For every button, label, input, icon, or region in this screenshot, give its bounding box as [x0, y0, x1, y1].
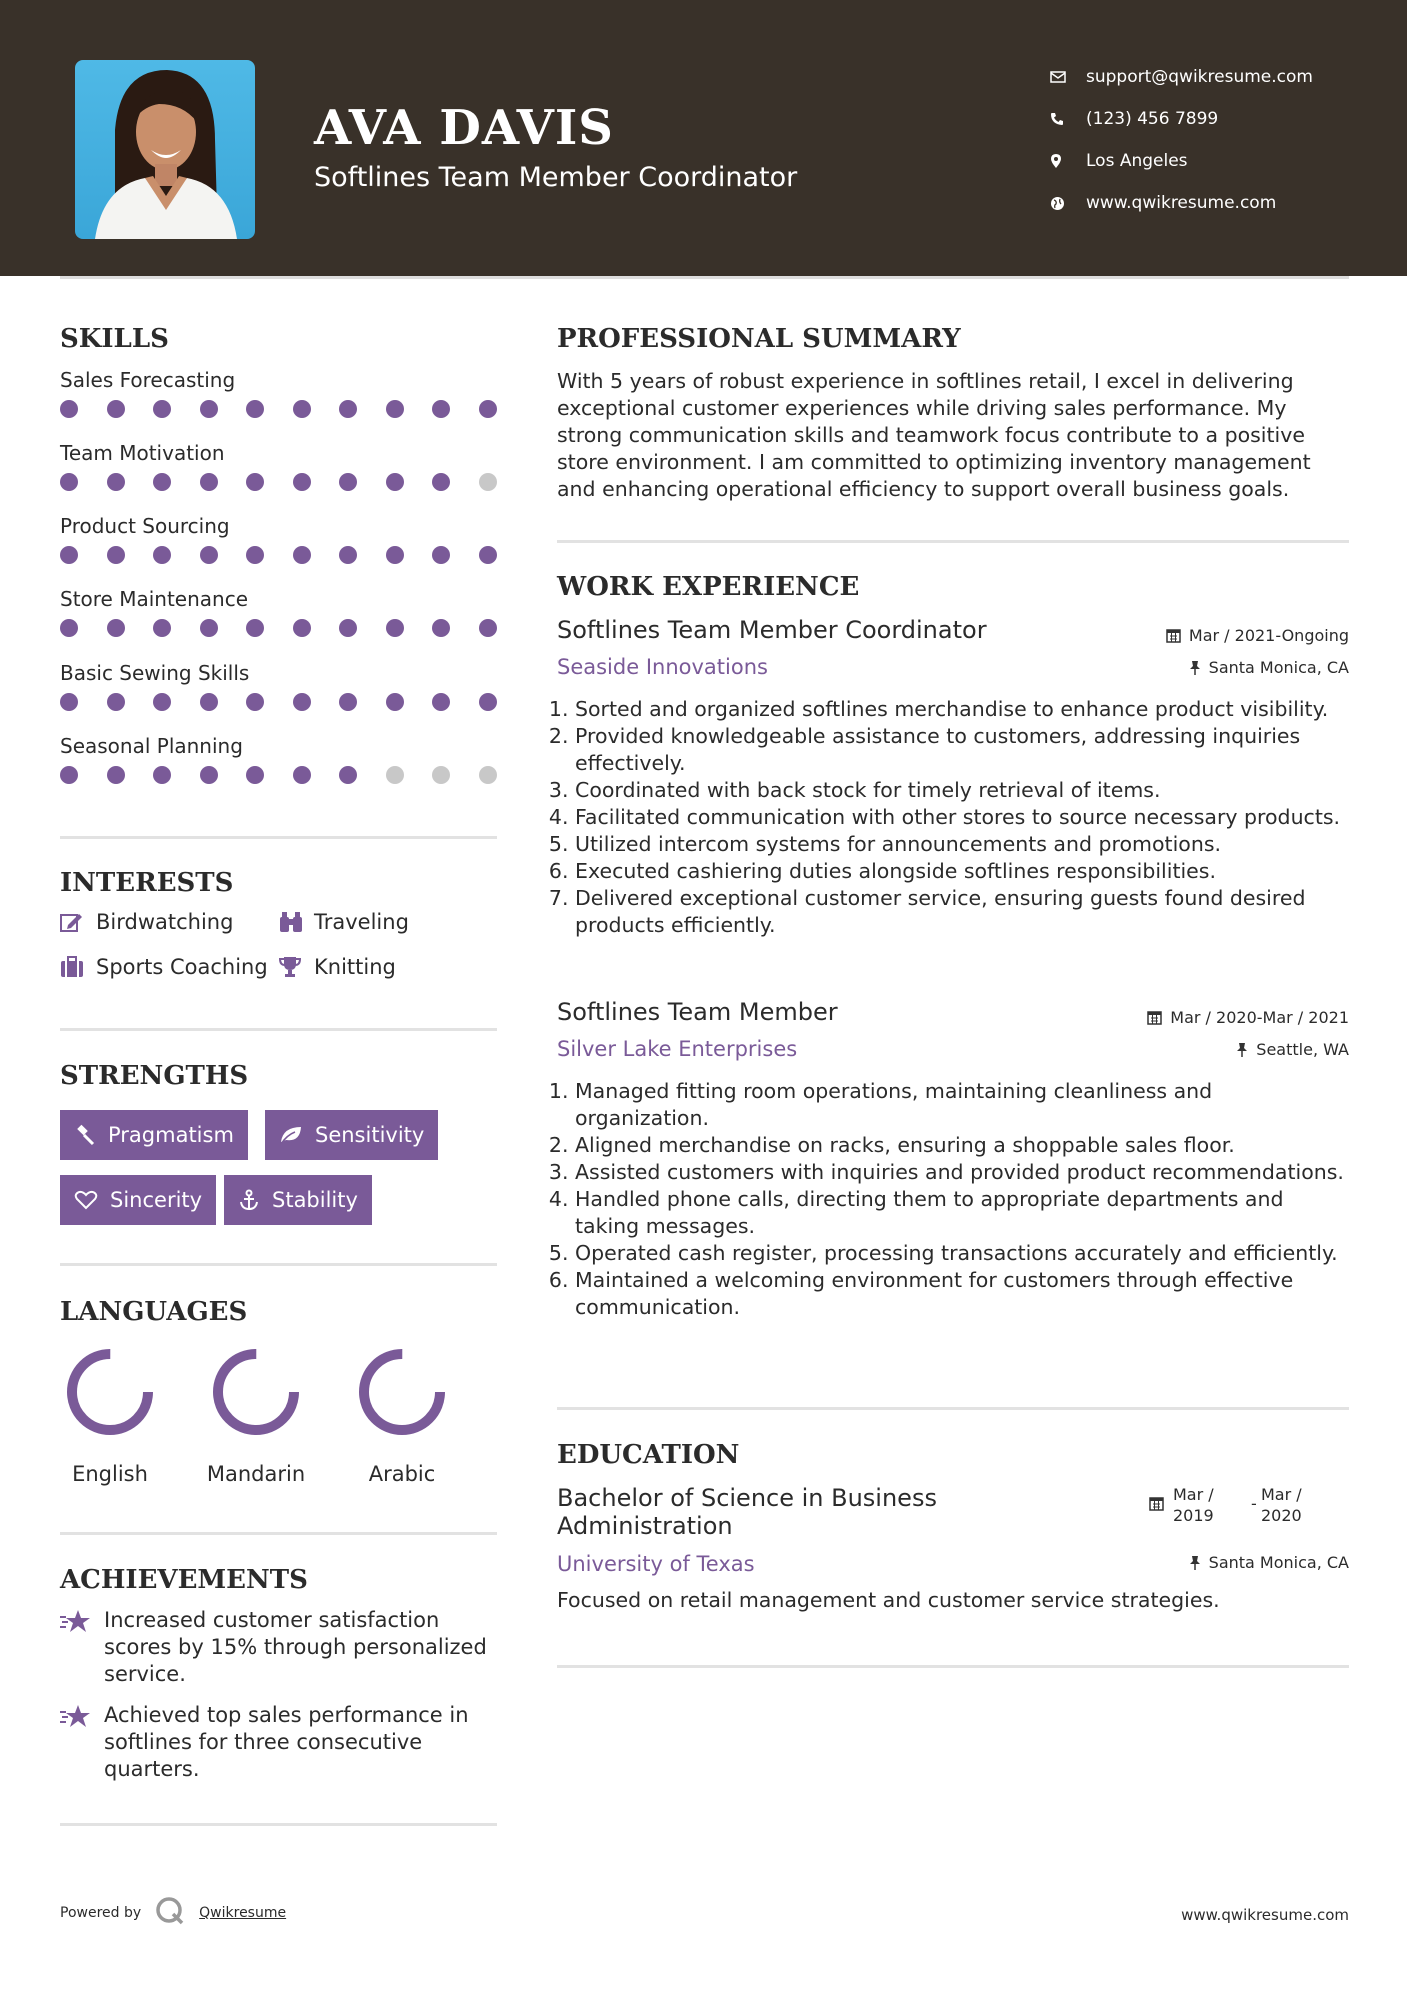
achievement-text: Achieved top sales performance in softlines for three consecutive quarters. — [104, 1703, 469, 1781]
skill-dot — [293, 766, 311, 784]
skill-name: Store Maintenance — [60, 587, 249, 611]
email-text: support@qwikresume.com — [1086, 67, 1313, 87]
skill-dot — [153, 400, 171, 418]
skill-dot — [339, 693, 357, 711]
end-date-line: Mar / — [1261, 1485, 1302, 1504]
duty-item: 2. Aligned merchandise on racks, ensuring a shoppable sales floor. — [575, 1132, 1349, 1159]
duty-item: 5. Operated cash register, processing transactions accurately and efficiently. — [575, 1240, 1349, 1267]
duty-item: 3. Coordinated with back stock for timely retrieval of items. — [575, 777, 1349, 804]
job-duties — [557, 1078, 1349, 1321]
skill-dot — [479, 546, 497, 564]
language-level-ring — [210, 1346, 302, 1438]
skill-name: Seasonal Planning — [60, 734, 243, 758]
section-divider — [557, 1665, 1349, 1668]
skill-dot — [60, 400, 78, 418]
skill-dot — [200, 400, 218, 418]
strength-tag — [60, 1110, 248, 1160]
interests-heading: INTERESTS — [60, 868, 234, 898]
skill-dot — [479, 766, 497, 784]
skill-item — [60, 587, 248, 611]
section-divider — [60, 1263, 497, 1266]
duty-item: 3. Assisted customers with inquiries and provided product recommendations. — [575, 1159, 1349, 1186]
school-name: University of Texas — [557, 1552, 755, 1576]
skill-dot — [60, 766, 78, 784]
duty-item: 1. Managed fitting room operations, maintaining cleanliness and organization. — [575, 1078, 1349, 1132]
calendar-icon — [1149, 1496, 1164, 1515]
trophy-icon — [278, 956, 314, 978]
language-item — [206, 1346, 306, 1486]
interest-item — [278, 955, 396, 979]
skill-name: Basic Sewing Skills — [60, 661, 250, 685]
degree-title — [557, 1484, 937, 1540]
skill-dot — [339, 473, 357, 491]
skill-dot — [200, 473, 218, 491]
skill-dot — [153, 766, 171, 784]
skill-dot — [339, 619, 357, 637]
qwikresume-logo-icon — [155, 1896, 185, 1930]
skill-name: Team Motivation — [60, 441, 225, 465]
job-date-text: Mar / 2020-Mar / 2021 — [1170, 1008, 1349, 1027]
language-item — [352, 1346, 452, 1486]
education-heading: EDUCATION — [557, 1440, 740, 1470]
skill-dot — [432, 473, 450, 491]
powered-by-text: Powered by — [60, 1905, 142, 1921]
start-date-line: 2019 — [1173, 1506, 1214, 1525]
education-location — [1189, 1553, 1349, 1572]
skill-dot — [246, 546, 264, 564]
job-location — [1236, 1040, 1349, 1059]
skill-dot — [60, 546, 78, 564]
section-divider — [557, 540, 1349, 543]
section-divider — [60, 1823, 497, 1826]
duty-item: 4. Facilitated communication with other stores to source necessary products. — [575, 804, 1349, 831]
language-name: Mandarin — [206, 1462, 306, 1486]
job-date-text: Mar / 2021-Ongoing — [1188, 626, 1349, 645]
edit-icon — [60, 911, 96, 933]
degree-line: Bachelor of Science in Business — [557, 1484, 937, 1512]
skill-item — [60, 368, 235, 392]
job-location-text: Seattle, WA — [1256, 1040, 1349, 1059]
skill-dot — [246, 766, 264, 784]
skill-dot — [293, 546, 311, 564]
briefcase-icon — [60, 956, 96, 978]
duty-item: 6. Maintained a welcoming environment for customers through effective communication. — [575, 1267, 1349, 1321]
skill-dot — [432, 546, 450, 564]
language-item — [60, 1346, 160, 1486]
languages-heading: LANGUAGES — [60, 1297, 248, 1327]
skill-dot — [60, 619, 78, 637]
education-description: Focused on retail management and customer service strategies. — [557, 1588, 1220, 1612]
right-column — [557, 0, 1349, 1990]
achievement-item — [60, 1702, 497, 1783]
skill-dot — [479, 400, 497, 418]
pushpin-icon — [1236, 1042, 1248, 1057]
strength-label: Stability — [272, 1188, 358, 1212]
end-date — [1261, 1484, 1302, 1526]
job-date — [1147, 1008, 1349, 1027]
skill-dot — [293, 619, 311, 637]
start-date — [1173, 1484, 1214, 1526]
skill-name: Sales Forecasting — [60, 368, 236, 392]
skill-name: Product Sourcing — [60, 514, 230, 538]
skill-dot — [386, 400, 404, 418]
skill-dot — [386, 473, 404, 491]
skill-dot — [200, 619, 218, 637]
skill-dot — [107, 693, 125, 711]
interest-label: Traveling — [314, 910, 409, 934]
education-location-text: Santa Monica, CA — [1208, 1553, 1349, 1572]
skill-dot — [60, 473, 78, 491]
skill-item — [60, 441, 225, 465]
skill-dot — [107, 619, 125, 637]
skill-dot — [107, 400, 125, 418]
achievements-heading: ACHIEVEMENTS — [60, 1565, 308, 1595]
calendar-icon — [1147, 1010, 1162, 1025]
skills-heading: SKILLS — [60, 324, 169, 354]
achievement-text: Increased customer satisfaction scores by 15% through personalized service. — [104, 1608, 487, 1686]
skill-item — [60, 514, 230, 538]
skill-dot — [107, 766, 125, 784]
language-level-ring — [64, 1346, 156, 1438]
skill-dot — [293, 473, 311, 491]
leaf-icon — [279, 1125, 303, 1145]
skill-dot — [153, 546, 171, 564]
language-level-ring — [356, 1346, 448, 1438]
interest-item — [60, 910, 233, 934]
skill-item — [60, 734, 243, 758]
summary-heading: PROFESSIONAL SUMMARY — [557, 324, 961, 354]
binoculars-icon — [278, 911, 314, 933]
skill-dot — [200, 693, 218, 711]
footer-branding — [60, 1896, 286, 1930]
star-icon — [60, 1702, 104, 1783]
experience-heading: WORK EXPERIENCE — [557, 572, 860, 602]
skill-dot — [293, 400, 311, 418]
skill-dot — [479, 619, 497, 637]
section-divider — [60, 836, 497, 839]
language-name: Arabic — [368, 1462, 436, 1486]
duty-item: 4. Handled phone calls, directing them to appropriate departments and taking messages. — [575, 1186, 1349, 1240]
start-date-line: Mar / — [1173, 1485, 1214, 1504]
duty-item: 6. Executed cashiering duties alongside softlines responsibilities. — [575, 858, 1349, 885]
skill-dot — [386, 619, 404, 637]
pushpin-icon — [1189, 660, 1201, 675]
skill-dot — [246, 693, 264, 711]
brand-link[interactable]: Qwikresume — [199, 1905, 287, 1921]
skill-dot — [153, 693, 171, 711]
skill-dot — [339, 766, 357, 784]
achievement-item — [60, 1607, 497, 1688]
section-divider — [557, 1407, 1349, 1410]
pushpin-icon — [1189, 1555, 1201, 1570]
language-name: English — [72, 1462, 148, 1486]
date-separator: - — [1251, 1494, 1257, 1513]
skill-dot — [107, 546, 125, 564]
skill-dot — [246, 473, 264, 491]
interest-label: Birdwatching — [96, 910, 234, 934]
skill-dot — [386, 546, 404, 564]
candidate-name: AVA DAVIS — [314, 100, 614, 156]
website-text: www.qwikresume.com — [1086, 193, 1277, 213]
skill-dot — [293, 693, 311, 711]
job-duties — [557, 696, 1349, 939]
skill-dot — [339, 546, 357, 564]
skill-dot — [479, 473, 497, 491]
skill-item — [60, 661, 249, 685]
skill-dot — [153, 619, 171, 637]
duty-item: 7. Delivered exceptional customer service, ensuring guests found desired products efficiently. — [575, 885, 1349, 939]
strength-label: Sincerity — [110, 1188, 203, 1212]
section-divider — [60, 1532, 497, 1535]
education-dates — [1149, 1484, 1349, 1528]
strength-tag — [60, 1175, 216, 1225]
skill-dot — [432, 766, 450, 784]
skill-dot — [246, 619, 264, 637]
summary-text: With 5 years of robust experience in softlines retail, I excel in delivering exceptional customer experiences while driving sales performance. My strong communication skills and teamwork focus contribute to a positive store environment. I am committed to optimizing inventory management and enhancing operational efficiency to support overall business goals. — [557, 369, 1311, 501]
heart-icon — [74, 1190, 98, 1210]
candidate-title: Softlines Team Member Coordinator — [314, 162, 798, 193]
skill-dot — [200, 546, 218, 564]
gavel-icon — [74, 1124, 96, 1146]
interest-label: Knitting — [314, 955, 396, 979]
skill-dot — [432, 693, 450, 711]
skill-dot — [386, 693, 404, 711]
calendar-icon — [1166, 628, 1181, 643]
strength-tag — [224, 1175, 372, 1225]
job-title: Softlines Team Member Coordinator — [557, 616, 987, 644]
skill-dot — [153, 473, 171, 491]
strengths-heading: STRENGTHS — [60, 1061, 249, 1091]
duty-item: 5. Utilized intercom systems for announcements and promotions. — [575, 831, 1349, 858]
skill-dot — [432, 619, 450, 637]
skill-dot — [60, 693, 78, 711]
duty-item: 2. Provided knowledgeable assistance to customers, addressing inquiries effectively. — [575, 723, 1349, 777]
skill-dot — [339, 400, 357, 418]
degree-line: Administration — [557, 1512, 733, 1540]
skill-dot — [246, 400, 264, 418]
company-name: Seaside Innovations — [557, 655, 768, 679]
anchor-icon — [238, 1189, 260, 1211]
skill-dot — [107, 473, 125, 491]
interest-label: Sports Coaching — [96, 955, 268, 979]
section-divider — [60, 1028, 497, 1031]
left-column — [60, 0, 497, 1990]
job-location — [1189, 658, 1349, 677]
strength-label: Pragmatism — [108, 1123, 234, 1147]
strength-tag — [265, 1110, 438, 1160]
strength-label: Sensitivity — [315, 1123, 425, 1147]
skill-dot — [200, 766, 218, 784]
job-date — [1166, 626, 1349, 645]
skill-dot — [479, 693, 497, 711]
duty-item: 1. Sorted and organized softlines merchandise to enhance product visibility. — [575, 696, 1349, 723]
interest-item — [278, 910, 409, 934]
end-date-line: 2020 — [1261, 1506, 1302, 1525]
interest-item — [60, 955, 268, 979]
star-icon — [60, 1607, 104, 1688]
job-location-text: Santa Monica, CA — [1208, 658, 1349, 677]
location-text: Los Angeles — [1086, 151, 1188, 171]
skill-dot — [386, 766, 404, 784]
skill-dot — [432, 400, 450, 418]
phone-text: (123) 456 7899 — [1086, 109, 1219, 129]
footer-website[interactable]: www.qwikresume.com — [1181, 1906, 1349, 1924]
job-title: Softlines Team Member — [557, 998, 838, 1026]
company-name: Silver Lake Enterprises — [557, 1037, 798, 1061]
